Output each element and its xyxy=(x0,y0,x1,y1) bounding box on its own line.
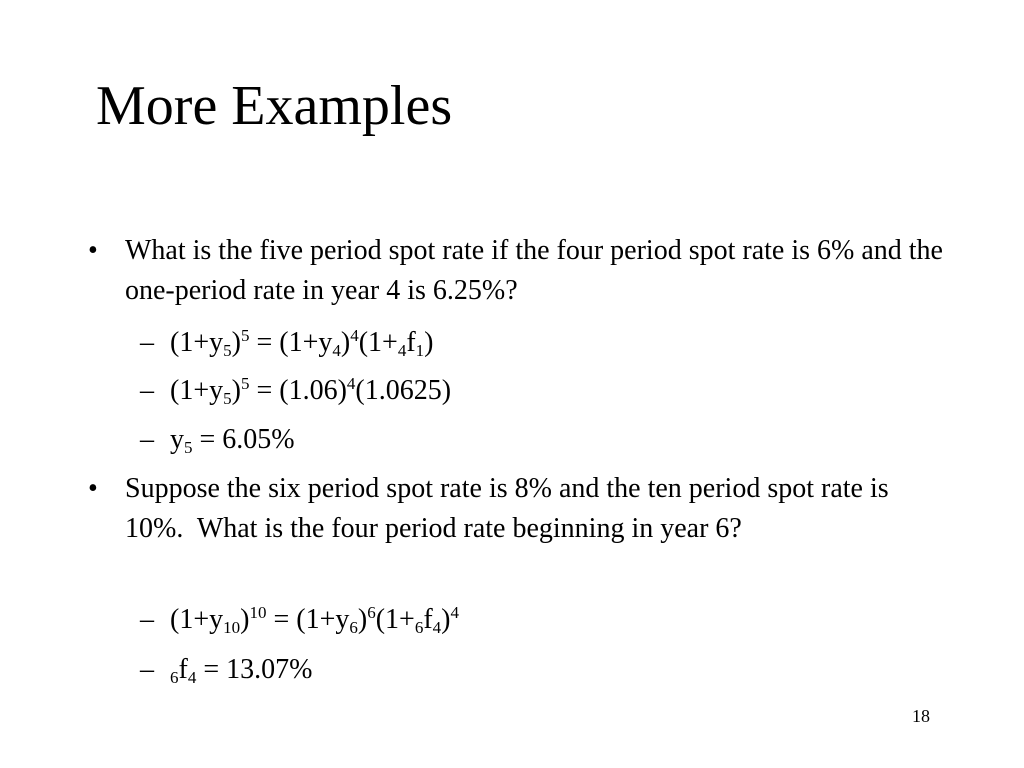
equation: $y_5 = 6.05\%$ xyxy=(170,424,295,457)
sub-item-marker: – xyxy=(140,375,154,406)
sub-item-marker: – xyxy=(140,604,154,635)
equation: $_6f_4 = 13.07\%$ xyxy=(170,654,313,687)
sub-item xyxy=(140,420,295,460)
bullet-marker: • xyxy=(88,473,98,504)
bullet-item xyxy=(88,469,948,549)
bullet-text: What is the five period spot rate if the four period spot rate is 6% and the one-period rate in year 4 is 6.25%? xyxy=(125,235,943,306)
page-number: 18 xyxy=(912,706,930,726)
sub-item xyxy=(140,371,451,411)
bullet-item xyxy=(88,231,948,311)
sub-item xyxy=(140,600,459,640)
bullet-marker: • xyxy=(88,235,98,266)
sub-item-marker: – xyxy=(140,654,154,685)
slide-title: More Examples xyxy=(96,75,453,137)
sub-item xyxy=(140,650,312,690)
sub-item xyxy=(140,323,433,363)
equation: $(1+y_5)^5 = (1+y_4)^4(1+_4f_1)$ xyxy=(170,326,434,360)
sub-item-marker: – xyxy=(140,424,154,455)
equation: $(1+y_{10})^{10} = (1+y_6)^6(1+_6f_4)^4$ xyxy=(170,603,459,637)
bullet-text: Suppose the six period spot rate is 8% and the ten period spot rate is 10%. What is the four period rate beginning in year 6? xyxy=(125,473,896,544)
equation: $(1+y_5)^5 = (1.06)^4(1.0625)$ xyxy=(170,374,452,408)
sub-item-marker: – xyxy=(140,327,154,358)
